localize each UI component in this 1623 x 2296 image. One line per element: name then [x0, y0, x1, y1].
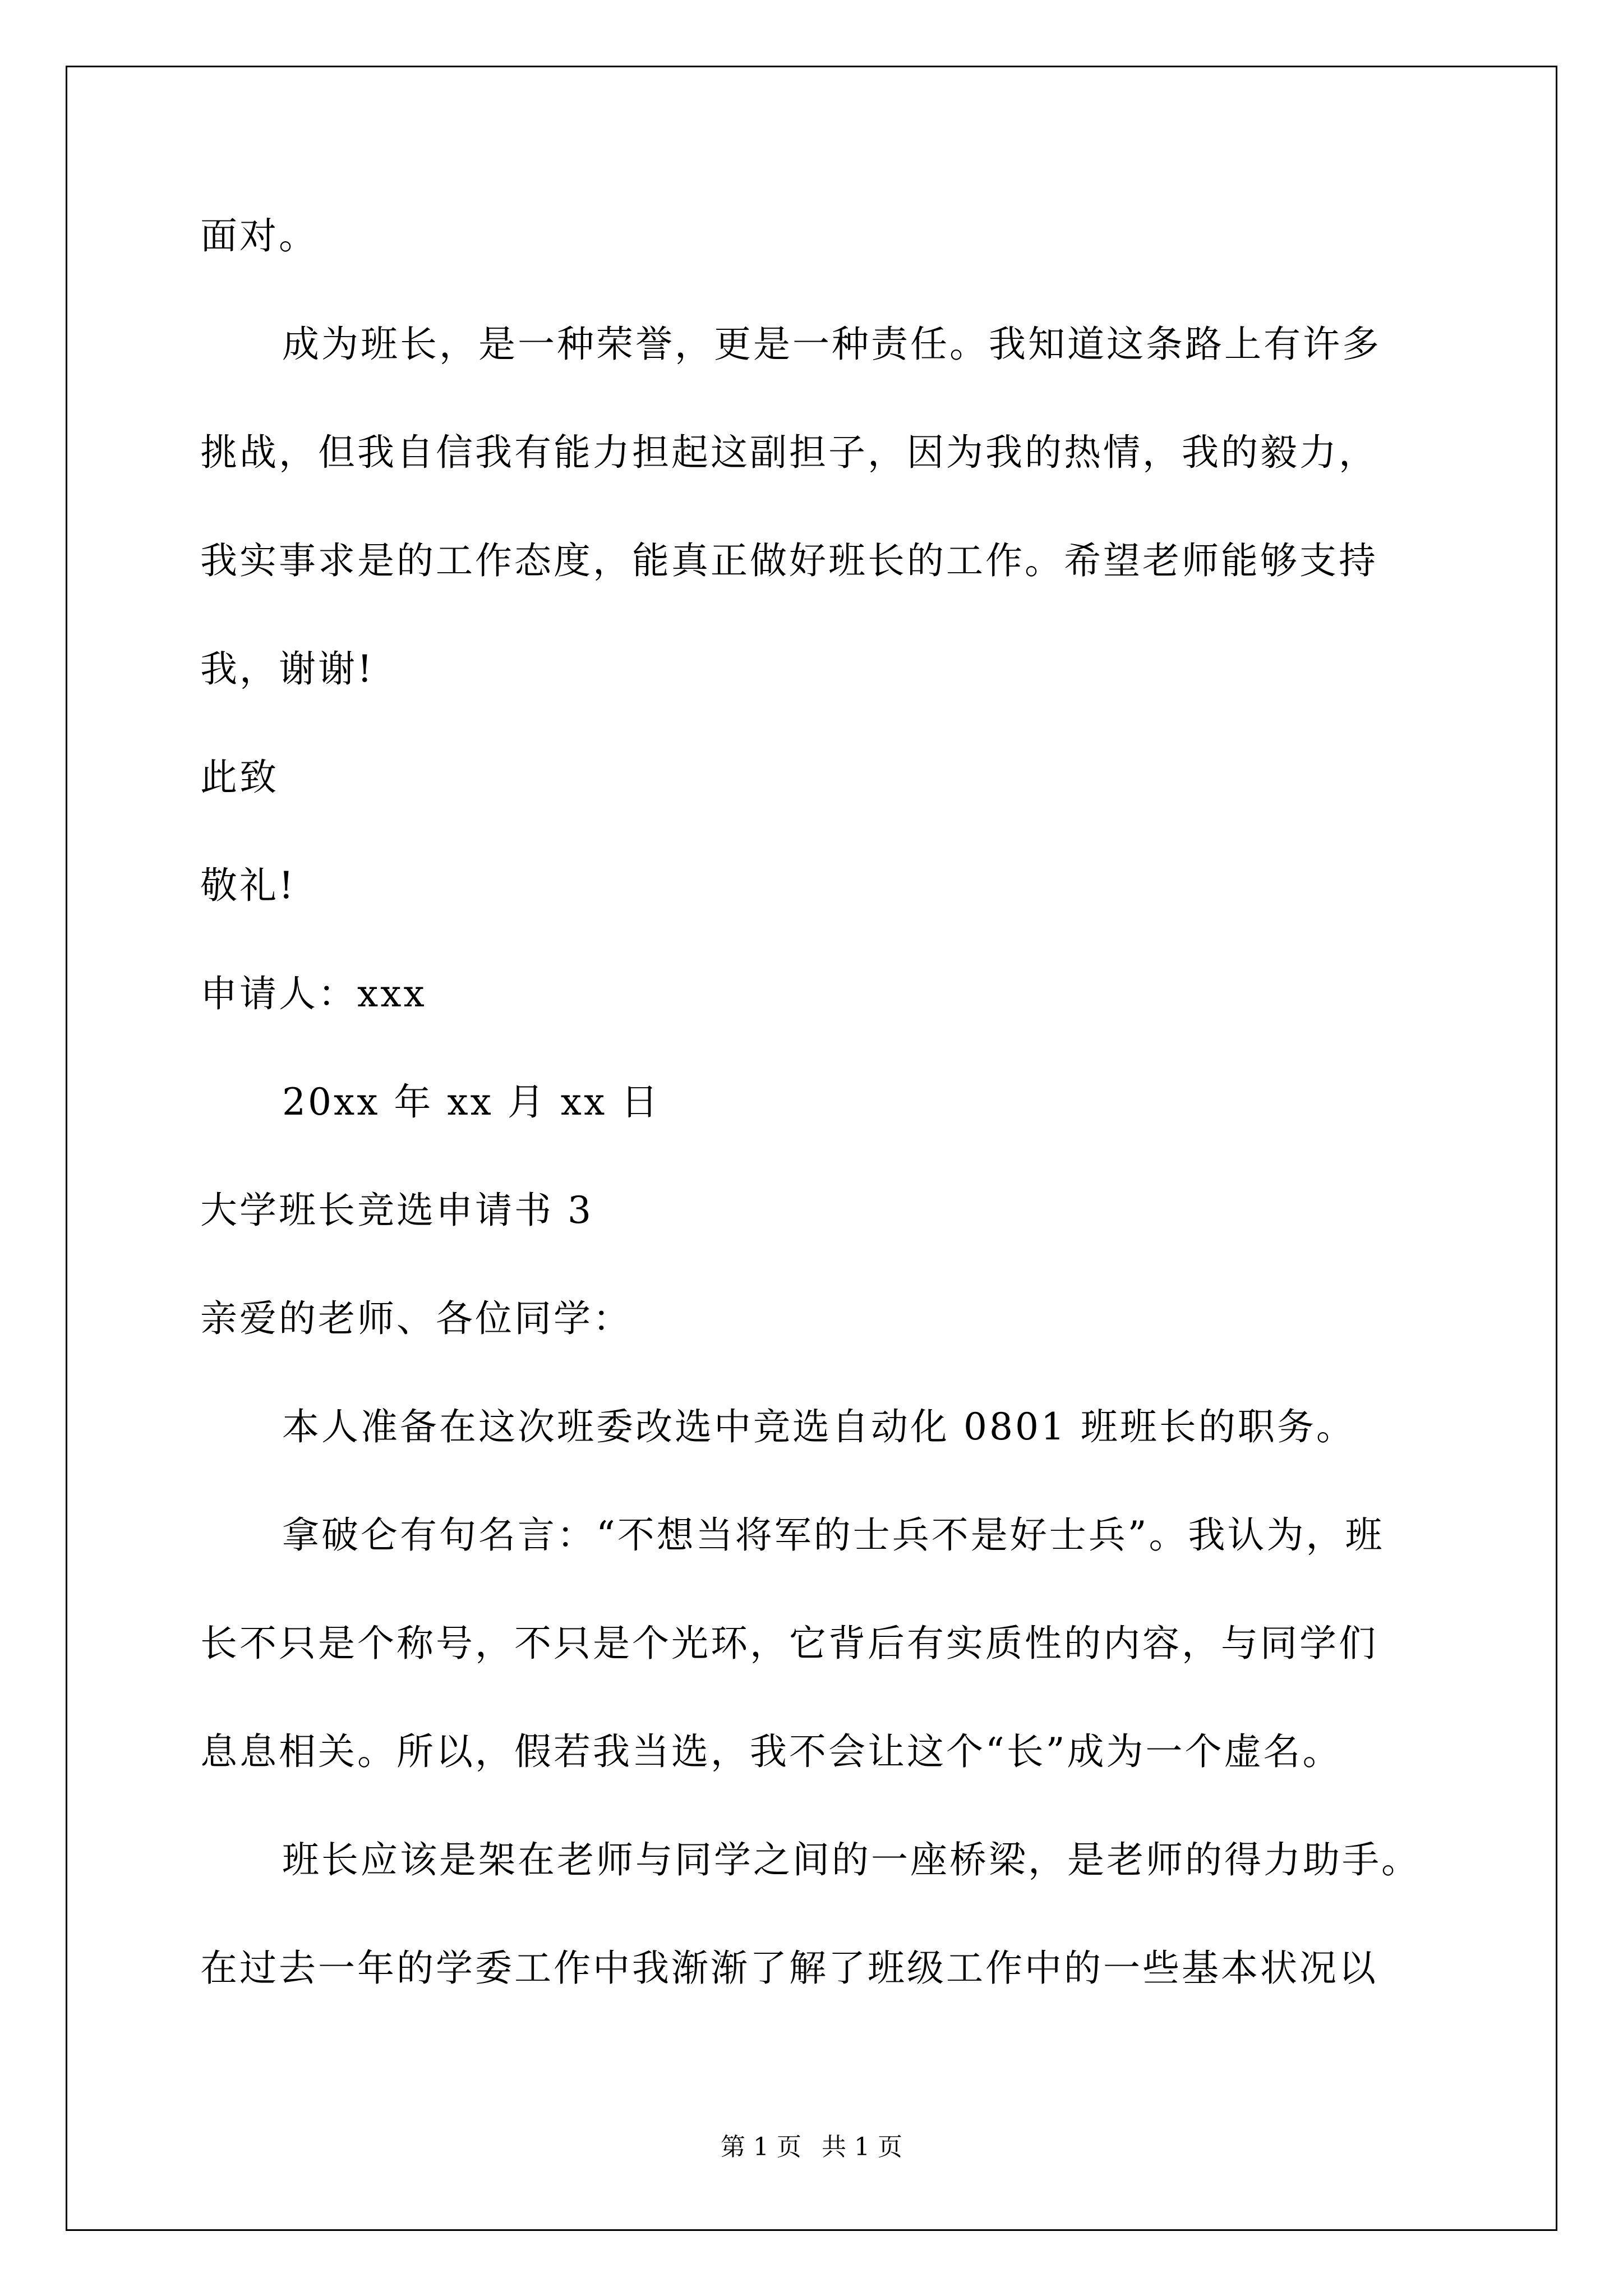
text-line-1: 面对。 — [200, 214, 318, 257]
section-heading: 大学班长竞选申请书 3 — [200, 1189, 593, 1232]
text-line-2: 成为班长，是一种荣誉，更是一种责任。我知道这条路上有许多 — [282, 323, 1381, 366]
text-line-17: 在过去一年的学委工作中我渐渐了解了班级工作中的一些基本状况以 — [200, 1947, 1378, 1990]
text-line-4: 我实事求是的工作态度，能真正做好班长的工作。希望老师能够支持 — [200, 539, 1378, 582]
applicant-signature: 申请人：xxx — [200, 972, 427, 1015]
text-line-12: 本人准备在这次班委改选中竞选自动化 0801 班班长的职务。 — [282, 1405, 1355, 1448]
text-line-13: 拿破仑有句名言：“不想当将军的士兵不是好士兵”。我认为，班 — [282, 1513, 1385, 1557]
text-line-14: 长不只是个称号，不只是个光环，它背后有实质性的内容，与同学们 — [200, 1622, 1378, 1665]
application-date: 20xx 年 xx 月 xx 日 — [282, 1080, 661, 1124]
page-number-current: 第 1 页 — [721, 2133, 801, 2161]
closing-regards: 敬礼! — [200, 864, 296, 907]
text-line-16: 班长应该是架在老师与同学之间的一座桥梁，是老师的得力助手。 — [282, 1838, 1421, 1881]
text-line-5: 我，谢谢! — [200, 647, 375, 691]
greeting: 亲爱的老师、各位同学： — [200, 1297, 632, 1340]
page-footer — [0, 2135, 1623, 2160]
text-line-15: 息息相关。所以，假若我当选，我不会让这个“长”成为一个虚名。 — [200, 1730, 1342, 1773]
document-body — [200, 214, 1445, 2058]
text-line-3: 挑战，但我自信我有能力担起这副担子，因为我的热情，我的毅力， — [200, 431, 1378, 474]
closing-salutation: 此致 — [200, 756, 279, 799]
page-number-total: 共 1 页 — [822, 2133, 902, 2161]
